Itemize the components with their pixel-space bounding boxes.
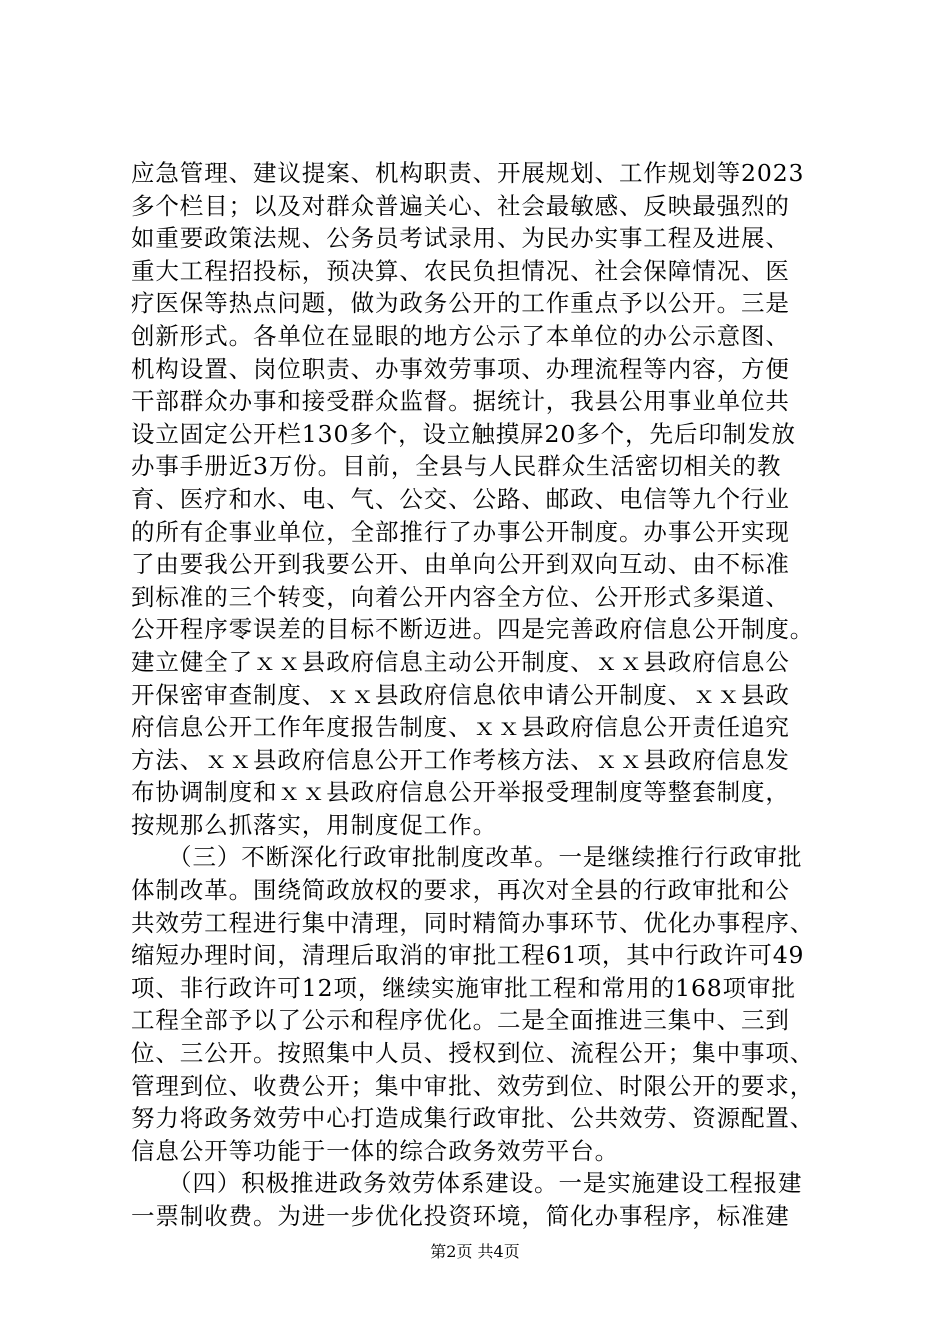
text-line: 的所有企事业单位，全部推行了办事公开制度。办事公开实现 (131, 517, 790, 546)
text-line: 方法、ｘｘ县政府信息公开工作考核方法、ｘｘ县政府信息发 (131, 745, 790, 774)
text-line: 疗医保等热点问题，做为政务公开的工作重点予以公开。三是 (131, 289, 790, 318)
text-line: 重大工程招投标，预决算、农民负担情况、社会保障情况、医 (131, 256, 790, 285)
page-footer: 第2页 共4页 (430, 1242, 520, 1261)
text-line: 建立健全了ｘｘ县政府信息主动公开制度、ｘｘ县政府信息公 (131, 647, 790, 676)
text-line: 了由要我公开到我要公开、由单向公开到双向互动、由不标准 (131, 550, 790, 579)
text-line: 机构设置、岗位职责、办事效劳事项、办理流程等内容，方便 (131, 354, 790, 383)
text-line: 布协调制度和ｘｘ县政府信息公开举报受理制度等整套制度， (131, 778, 790, 807)
text-line: 育、医疗和水、电、气、公交、公路、邮政、电信等九个行业 (131, 484, 790, 513)
text-line: 信息公开等功能于一体的综合政务效劳平台。 (131, 1136, 619, 1165)
text-line: 按规那么抓落实，用制度促工作。 (131, 810, 497, 839)
text-line: 到标准的三个转变，向着公开内容全方位、公开形式多渠道、 (131, 582, 790, 611)
text-line: 府信息公开工作年度报告制度、ｘｘ县政府信息公开责任追究 (131, 713, 790, 742)
text-line: 位、三公开。按照集中人员、授权到位、流程公开；集中事项、 (131, 1039, 815, 1068)
paragraph-start-line: （四）积极推进政务效劳体系建设。一是实施建设工程报建 (131, 1169, 803, 1198)
text-line: 如重要政策法规、公务员考试录用、为民办实事工程及进展、 (131, 224, 790, 253)
text-line: 公开程序零误差的目标不断迈进。四是完善政府信息公开制度。 (131, 615, 815, 644)
text-line: 缩短办理时间，清理后取消的审批工程61项，其中行政许可49 (131, 941, 805, 970)
body-text (131, 157, 831, 1233)
text-line: 开保密审查制度、ｘｘ县政府信息依申请公开制度、ｘｘ县政 (131, 680, 790, 709)
text-line: 设立固定公开栏130多个，设立触摸屏20多个，先后印制发放 (131, 419, 796, 448)
text-line: 一票制收费。为进一步优化投资环境，简化办事程序，标准建 (131, 1202, 790, 1230)
text-line: 共效劳工程进行集中清理，同时精简办事环节、优化办事程序、 (131, 908, 815, 937)
paragraph-start-line: （三）不断深化行政审批制度改革。一是继续推行行政审批 (131, 843, 803, 872)
text-line: 努力将政务效劳中心打造成集行政审批、公共效劳、资源配置、 (131, 1104, 815, 1133)
text-line: 创新形式。各单位在显眼的地方公示了本单位的办公示意图、 (131, 321, 790, 350)
text-line: 干部群众办事和接受群众监督。据统计，我县公用事业单位共 (131, 387, 790, 416)
text-line: 体制改革。围绕简政放权的要求，再次对全县的行政审批和公 (131, 876, 790, 905)
text-line: 多个栏目；以及对群众普遍关心、社会最敏感、反映最强烈的 (131, 191, 790, 220)
text-line: 工程全部予以了公示和程序优化。二是全面推进三集中、三到 (131, 1006, 790, 1035)
text-line: 项、非行政许可12项，继续实施审批工程和常用的168项审批 (131, 973, 796, 1002)
text-line: 办事手册近3万份。目前，全县与人民群众生活密切相关的教 (131, 452, 782, 481)
text-line: 管理到位、收费公开；集中审批、效劳到位、时限公开的要求， (131, 1071, 815, 1100)
text-line: 应急管理、建议提案、机构职责、开展规划、工作规划等2023 (131, 159, 805, 187)
